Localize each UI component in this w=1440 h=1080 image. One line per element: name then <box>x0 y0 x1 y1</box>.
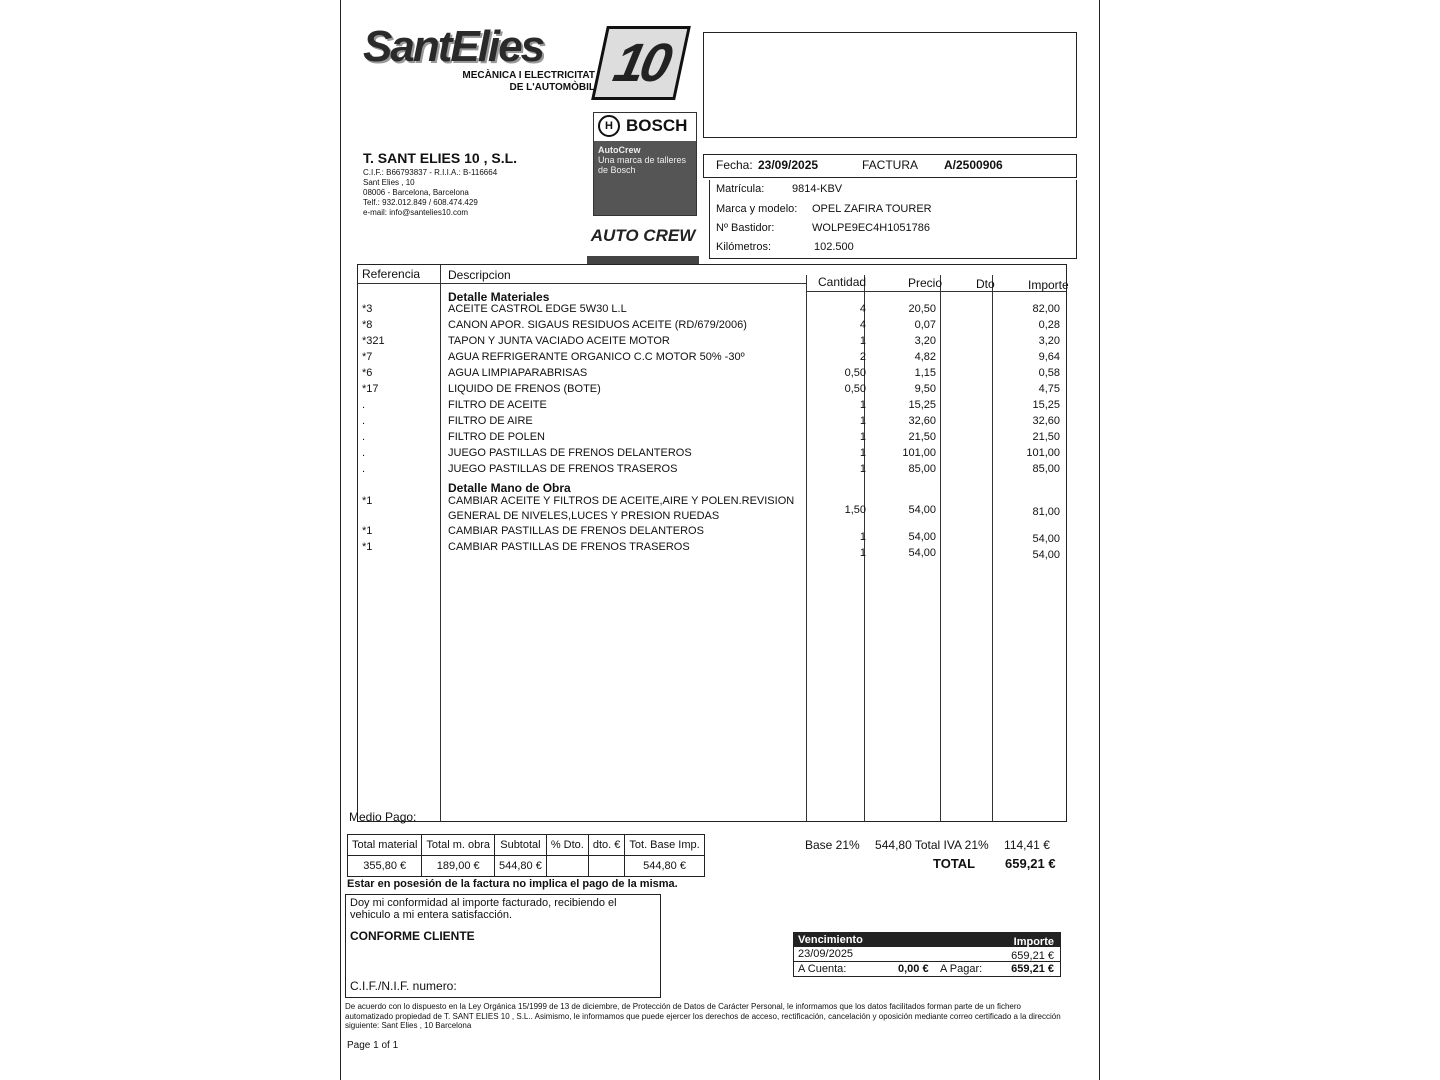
line-description: JUEGO PASTILLAS DE FRENOS TRASEROS <box>448 463 678 475</box>
totals-table <box>347 834 705 877</box>
invoice-type: FACTURA <box>862 158 919 172</box>
company-cif: C.I.F.: B66793837 - R.I.I.A.: B-116664 <box>363 168 498 177</box>
vin-value: WOLPE9EC4H1051786 <box>812 222 931 234</box>
due-header <box>794 933 1060 947</box>
model-value: OPEL ZAFIRA TOURER <box>812 203 932 215</box>
page-number: Page 1 of 1 <box>347 1040 399 1051</box>
line-amount: 21,50 <box>1032 431 1060 443</box>
line-quantity: 1 <box>859 463 866 475</box>
table-row <box>358 303 1066 319</box>
model-label: Marca y modelo: <box>716 203 798 215</box>
autocrew-panel <box>594 141 696 215</box>
conforme-cliente: CONFORME CLIENTE <box>350 929 475 943</box>
line-amount: 81,00 <box>1032 506 1060 518</box>
table-row <box>358 541 1066 561</box>
plate-value: 9814-KBV <box>792 183 843 195</box>
header-dto: Dto <box>976 277 995 291</box>
line-quantity: 1 <box>859 447 866 459</box>
due-amount: 659,21 € <box>1011 950 1054 962</box>
line-amount: 3,20 <box>1038 335 1060 347</box>
table-row <box>358 335 1066 351</box>
base-value: 544,80 <box>875 838 912 852</box>
line-amount: 0,58 <box>1038 367 1060 379</box>
line-price: 21,50 <box>908 431 936 443</box>
vehicle-details <box>709 180 1077 259</box>
line-price: 0,07 <box>914 319 936 331</box>
line-quantity: 2 <box>859 351 866 363</box>
conformity-text: Doy mi conformidad al importe facturado, recibiendo el vehiculo a mi entera satisfacción. <box>350 897 617 921</box>
line-reference: . <box>362 399 366 411</box>
company-logo-number: 10 <box>591 26 691 100</box>
table-row <box>358 447 1066 463</box>
line-description: CANON APOR. SIGAUS RESIDUOS ACEITE (RD/679/2006) <box>448 319 747 331</box>
line-reference: . <box>362 447 366 459</box>
company-email: e-mail: info@santelies10.com <box>363 208 469 217</box>
table-row <box>358 399 1066 415</box>
line-quantity: 1,50 <box>844 504 866 516</box>
km-label: Kilómetros: <box>716 241 772 253</box>
logo-sub-line-1: MECÀNICA I ELECTRICITAT <box>462 70 595 81</box>
bosch-name: BOSCH <box>626 116 688 135</box>
line-description: FILTRO DE POLEN <box>448 431 545 443</box>
to-pay-label: A Pagar: <box>940 963 983 975</box>
line-amount: 32,60 <box>1032 415 1060 427</box>
line-quantity: 1 <box>859 415 866 427</box>
tax-base-value: 544,80 € <box>625 856 704 877</box>
table-row <box>358 463 1066 479</box>
total-material-value: 355,80 € <box>348 856 422 877</box>
line-reference: *3 <box>362 303 373 315</box>
header-qty: Cantidad <box>818 275 867 289</box>
line-price: 101,00 <box>902 447 936 459</box>
line-quantity: 1 <box>859 399 866 411</box>
autocrew-logo: AUTO CREW <box>587 216 699 264</box>
company-details <box>363 168 497 218</box>
base-label: Base 21% <box>805 838 860 852</box>
line-reference: . <box>362 463 366 475</box>
totals-header: Total material <box>348 835 422 856</box>
due-label: Vencimiento <box>798 934 863 946</box>
line-price: 15,25 <box>908 399 936 411</box>
line-amount: 82,00 <box>1032 303 1060 315</box>
tax-summary <box>805 838 1050 852</box>
line-quantity: 0,50 <box>844 367 866 379</box>
header-desc: Descripcion <box>448 268 511 282</box>
header-ref: Referencia <box>362 267 421 281</box>
line-description: GENERAL DE NIVELES,LUCES Y PRESION RUEDAS <box>448 510 720 522</box>
vin-label: Nº Bastidor: <box>716 222 775 234</box>
total-value: 659,21 € <box>1005 856 1056 871</box>
line-price: 54,00 <box>908 547 936 559</box>
line-price: 20,50 <box>908 303 936 315</box>
company-logo-subtitle <box>449 70 595 94</box>
line-quantity: 4 <box>859 303 866 315</box>
bosch-icon: H <box>598 115 620 137</box>
line-reference: *8 <box>362 319 373 331</box>
line-price: 3,20 <box>914 335 936 347</box>
customer-address-box <box>703 32 1077 138</box>
line-amount: 4,75 <box>1038 383 1060 395</box>
table-row <box>358 415 1066 431</box>
totals-header: Tot. Base Imp. <box>625 835 704 856</box>
line-amount: 54,00 <box>1032 533 1060 545</box>
line-reference: *17 <box>362 383 379 395</box>
line-quantity: 1 <box>859 531 866 543</box>
line-quantity: 4 <box>859 319 866 331</box>
line-reference: *1 <box>362 541 373 553</box>
line-reference: *1 <box>362 495 373 507</box>
line-quantity: 1 <box>859 335 866 347</box>
due-date: 23/09/2025 <box>798 948 854 960</box>
payment-method-label: Medio Pago: <box>349 810 417 824</box>
line-price: 4,82 <box>914 351 936 363</box>
header-underline <box>440 283 806 284</box>
line-quantity: 1 <box>859 547 866 559</box>
on-account-label: A Cuenta: <box>798 963 847 975</box>
line-description: FILTRO DE AIRE <box>448 415 533 427</box>
invoice-date: 23/09/2025 <box>758 158 819 172</box>
autocrew-title: AutoCrew <box>598 145 641 155</box>
table-row <box>358 319 1066 335</box>
labour-title: Detalle Mano de Obra <box>448 481 571 495</box>
line-amount: 9,64 <box>1038 351 1060 363</box>
totals-header: % Dto. <box>546 835 588 856</box>
table-row <box>358 525 1066 545</box>
materials-title: Detalle Materiales <box>448 290 550 304</box>
total-labour-value: 189,00 € <box>422 856 495 877</box>
line-price: 32,60 <box>908 415 936 427</box>
logo-sub-line-2: DE L'AUTOMÒBIL <box>509 82 595 93</box>
invoice-header <box>703 154 1077 178</box>
to-pay-value: 659,21 € <box>1011 963 1054 975</box>
total-label: TOTAL <box>933 856 976 871</box>
invoice-number: A/2500906 <box>944 158 1003 172</box>
bosch-badge <box>593 112 697 216</box>
table-row <box>358 431 1066 447</box>
line-price: 9,50 <box>914 383 936 395</box>
line-quantity: 0,50 <box>844 383 866 395</box>
invoice-page <box>340 0 1100 1080</box>
totals-header: Subtotal <box>495 835 547 856</box>
line-reference: *6 <box>362 367 373 379</box>
line-amount: 101,00 <box>1026 447 1060 459</box>
discount-percent-value <box>546 856 588 877</box>
line-reference: *321 <box>362 335 385 347</box>
invoice-lines-table <box>357 264 1067 822</box>
line-price: 54,00 <box>908 531 936 543</box>
table-row <box>358 383 1066 399</box>
autocrew-text: Una marca de talleres de Bosch <box>598 155 687 175</box>
header-price: Precio <box>908 276 943 290</box>
company-city: 08006 - Barcelona, Barcelona <box>363 188 469 197</box>
line-description: ACEITE CASTROL EDGE 5W30 L.L <box>448 303 627 315</box>
amount-label: Importe <box>1013 936 1054 948</box>
line-description: AGUA LIMPIAPARABRISAS <box>448 367 588 379</box>
line-description: CAMBIAR PASTILLAS DE FRENOS DELANTEROS <box>448 525 704 537</box>
line-reference: *7 <box>362 351 373 363</box>
legal-notice: De acuerdo con lo dispuesto en la Ley Orgánica 15/1999 de 13 de diciembre, de Protección de Datos de Carácter Personal, le informamos que los datos facilitados forman parte de un fichero automatizado propiedad de T. SANT ELIES 10 , S.L.. Asimismo, le informamos que puede ejercer los derechos de acceso, rectificación, cancelación y oposición mediante correo certificado a la dirección siguiente: Sant Elies , 10 Barcelona <box>345 1002 1061 1030</box>
line-description: CAMBIAR PASTILLAS DE FRENOS TRASEROS <box>448 541 690 553</box>
date-label: Fecha: <box>716 158 753 172</box>
payment-disclaimer: Estar en posesión de la factura no implica el pago de la misma. <box>347 878 678 890</box>
line-amount: 0,28 <box>1038 319 1060 331</box>
line-reference: . <box>362 415 366 427</box>
discount-amount-value <box>588 856 625 877</box>
header-underline <box>806 291 1066 292</box>
table-row <box>358 504 1066 526</box>
company-logo-text: SantElies <box>363 22 544 71</box>
line-price: 1,15 <box>914 367 936 379</box>
line-description: TAPON Y JUNTA VACIADO ACEITE MOTOR <box>448 335 670 347</box>
line-description: LIQUIDO DE FRENOS (BOTE) <box>448 383 601 395</box>
customer-conformity-box <box>345 894 661 998</box>
line-quantity: 1 <box>859 431 866 443</box>
line-description: FILTRO DE ACEITE <box>448 399 547 411</box>
table-row <box>358 351 1066 367</box>
line-amount: 85,00 <box>1032 463 1060 475</box>
iva-label: Total IVA 21% <box>914 838 989 852</box>
line-price: 54,00 <box>908 504 936 516</box>
totals-header: Total m. obra <box>422 835 495 856</box>
subtotal-value: 544,80 € <box>495 856 547 877</box>
totals-header: dto. € <box>588 835 625 856</box>
table-row <box>358 367 1066 383</box>
line-reference: *1 <box>362 525 373 537</box>
on-account-value: 0,00 € <box>898 963 929 975</box>
header-importe: Importe <box>1028 278 1069 292</box>
cif-nif-label: C.I.F./N.I.F. numero: <box>350 979 457 993</box>
line-price: 85,00 <box>908 463 936 475</box>
payment-row <box>794 961 1060 976</box>
iva-value: 114,41 € <box>1004 838 1050 852</box>
km-value: 102.500 <box>814 241 854 253</box>
due-date-box <box>793 932 1061 977</box>
line-description: CAMBIAR ACEITE Y FILTROS DE ACEITE,AIRE Y POLEN.REVISION <box>448 495 795 507</box>
due-row <box>794 947 1060 961</box>
company-street: Sant Elies , 10 <box>363 178 415 187</box>
plate-label: Matrícula: <box>716 183 765 195</box>
line-reference: . <box>362 431 366 443</box>
bosch-header <box>594 113 696 139</box>
line-amount: 54,00 <box>1032 549 1060 561</box>
company-phone: Telf.: 932.012.849 / 608.474.429 <box>363 198 478 207</box>
line-description: JUEGO PASTILLAS DE FRENOS DELANTEROS <box>448 447 692 459</box>
line-amount: 15,25 <box>1032 399 1060 411</box>
company-name: T. SANT ELIES 10 , S.L. <box>363 150 518 166</box>
header-underline <box>358 283 440 284</box>
table-row <box>358 495 1066 511</box>
line-description: AGUA REFRIGERANTE ORGANICO C.C MOTOR 50% -30º <box>448 351 745 363</box>
